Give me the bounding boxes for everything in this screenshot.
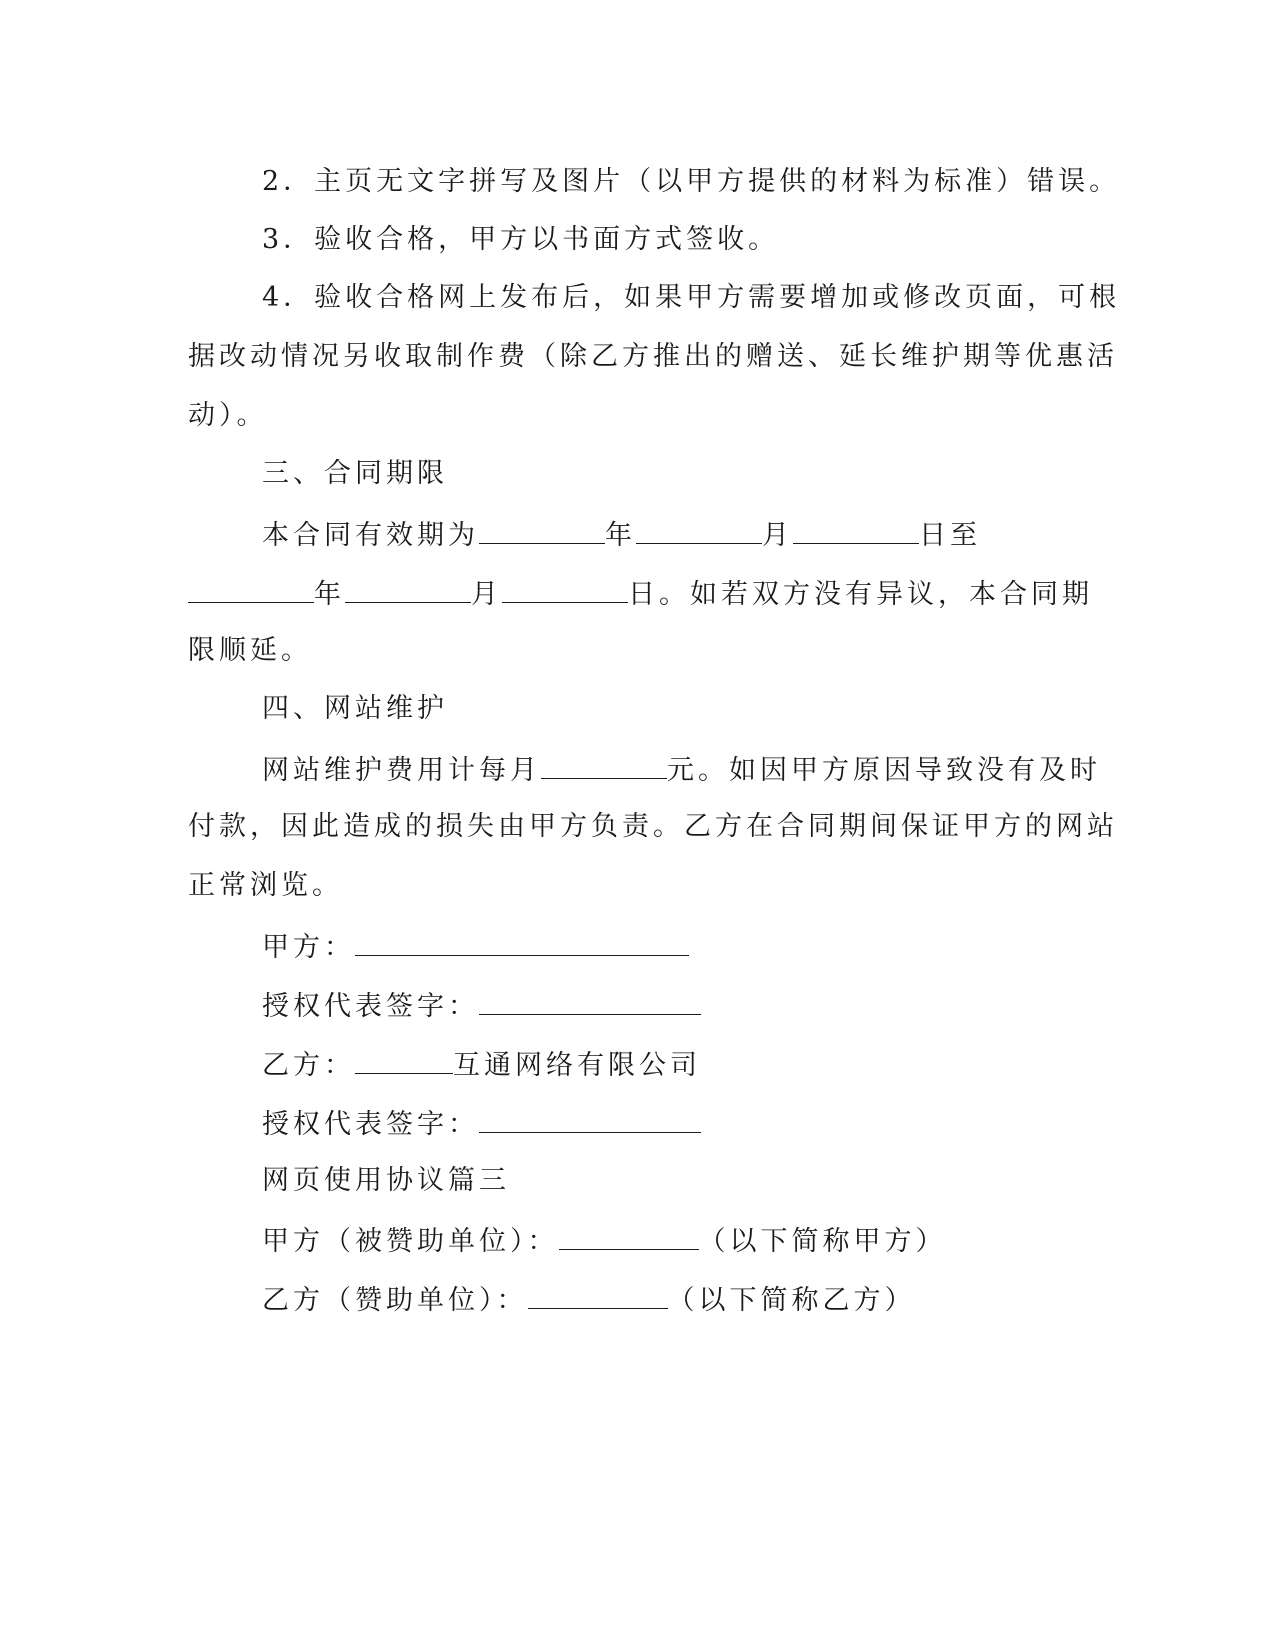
party-a-label: 甲方： [262,932,355,963]
term-line-3: 限顺延。 [188,635,312,666]
sponsored-party-line [262,1219,947,1259]
sponsored-party-suffix: （以下简称甲方） [698,1226,947,1257]
auth-sign-line-1 [262,984,701,1024]
clause-item-4-line3: 动）。 [188,400,268,431]
start-month-blank[interactable] [636,513,762,544]
maintenance-line-1 [262,748,1101,788]
party-b-blank[interactable] [355,1043,453,1074]
auth-sign-blank-2[interactable] [479,1102,701,1133]
month-label: 月 [471,579,502,610]
section-heading-maintenance: 四、网站维护 [262,693,448,724]
auth-sign-blank-1[interactable] [479,984,701,1015]
maintenance-suffix: 元。如因甲方原因导致没有及时 [667,755,1101,786]
month-label: 月 [762,520,793,551]
sponsor-party-suffix: （以下简称乙方） [667,1285,916,1316]
party-a-signature-line [262,925,689,965]
part-three-title: 网页使用协议篇三 [262,1165,510,1196]
term-line2-suffix: 日。如若双方没有异议，本合同期 [628,579,1093,610]
start-year-blank[interactable] [479,513,605,544]
sponsor-party-blank[interactable] [528,1278,668,1309]
end-year-blank[interactable] [188,572,314,603]
section-heading-term: 三、合同期限 [262,458,448,489]
maintenance-line-3: 正常浏览。 [188,870,343,901]
sponsored-party-label: 甲方（被赞助单位）： [262,1226,559,1257]
maintenance-line-2: 付款，因此造成的损失由甲方负责。乙方在合同期间保证甲方的网站 [188,811,1118,842]
term-prefix: 本合同有效期为 [262,520,479,551]
clause-item-4-line1: 4．验收合格网上发布后，如果甲方需要增加或修改页面，可根 [262,282,1121,313]
party-b-company: 互通网络有限公司 [453,1050,701,1081]
year-label: 年 [605,520,636,551]
party-b-label: 乙方： [262,1050,355,1081]
party-b-signature-line [262,1043,701,1083]
party-a-blank[interactable] [355,925,689,956]
start-day-blank[interactable] [793,513,919,544]
end-month-blank[interactable] [345,572,471,603]
sponsor-party-label: 乙方（赞助单位）： [262,1285,528,1316]
sponsor-party-line [262,1278,916,1318]
clause-item-3: 3．验收合格，甲方以书面方式签收。 [262,224,780,255]
year-label: 年 [314,579,345,610]
term-line-2 [188,572,1093,612]
monthly-fee-blank[interactable] [541,748,667,779]
sponsored-party-blank[interactable] [559,1219,699,1250]
end-day-blank[interactable] [502,572,628,603]
day-to-label: 日至 [919,520,981,551]
term-line-1 [262,513,981,553]
clause-item-4-line2: 据改动情况另收取制作费（除乙方推出的赠送、延长维护期等优惠活 [188,341,1118,372]
auth-sign-line-2 [262,1102,701,1142]
clause-item-2: 2．主页无文字拼写及图片（以甲方提供的材料为标准）错误。 [262,166,1121,197]
auth-sign-label: 授权代表签字： [262,1109,479,1140]
auth-sign-label: 授权代表签字： [262,991,479,1022]
maintenance-prefix: 网站维护费用计每月 [262,755,541,786]
